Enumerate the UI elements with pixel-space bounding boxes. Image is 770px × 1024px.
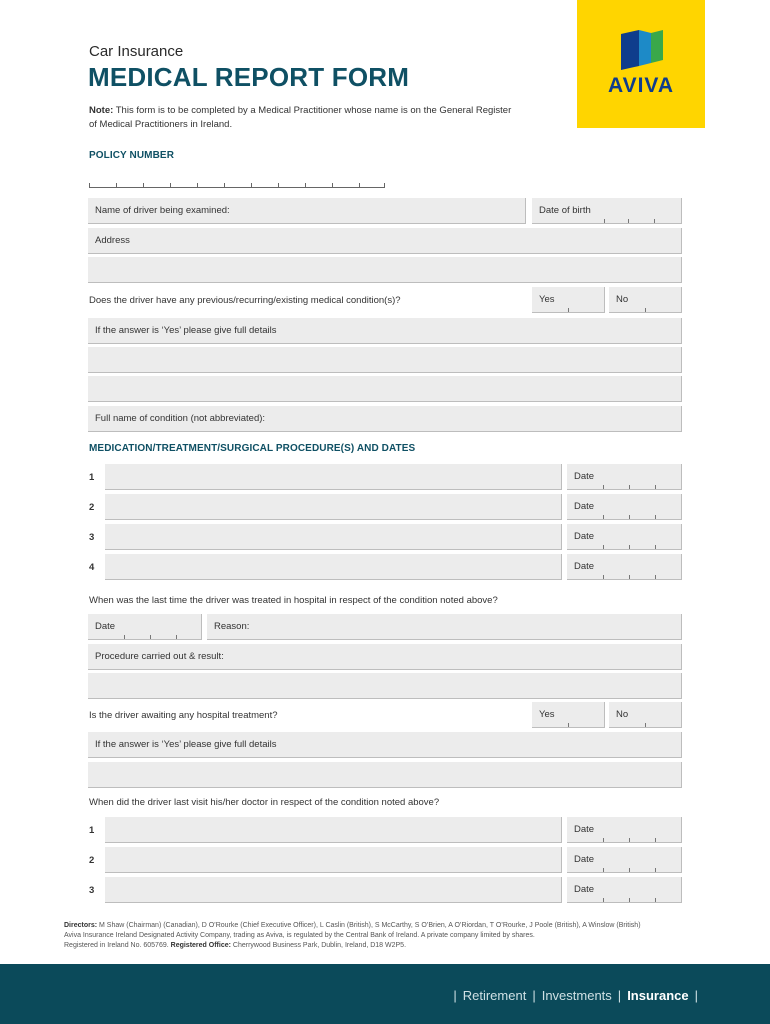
no-label: No — [616, 294, 629, 305]
med-row-number: 4 — [89, 562, 95, 573]
form-subtitle: Car Insurance — [89, 43, 184, 60]
product-nav: | Retirement | Investments | Insurance | — [453, 988, 698, 1003]
note-text: This form is to be completed by a Medical Practitioner whose name is on the General Register of Medical Practitioners in Ireland. — [89, 105, 512, 130]
procedure-line2[interactable] — [88, 673, 682, 699]
procedure-label: Procedure carried out & result: — [95, 651, 224, 662]
hospital-date-field[interactable] — [88, 614, 202, 640]
med-row-field[interactable] — [105, 554, 562, 580]
procedure-field[interactable] — [88, 644, 682, 670]
note-label: Note: — [89, 105, 114, 116]
date-label: Date — [574, 471, 595, 482]
logo-wordmark: AVIVA — [607, 74, 675, 97]
conditions-question: Does the driver have any previous/recurring/existing medical condition(s)? — [89, 295, 401, 306]
awaiting-question: Is the driver awaiting any hospital treatment? — [89, 710, 278, 721]
driver-name-field[interactable] — [88, 198, 526, 224]
doctor-row-field[interactable] — [105, 877, 562, 903]
doctor-row-number: 3 — [89, 885, 95, 896]
details-label: If the answer is ‘Yes’ please give full details — [95, 739, 277, 750]
dob-label: Date of birth — [539, 205, 591, 216]
directors-label: Directors: — [64, 922, 98, 929]
directors-text: M Shaw (Chairman) (Canadian), D O’Rourke (Chief Executive Officer), L Caslin (British), S McCarthy, S O’Brien, A O’Riordan, T O’Rourke, J Poole (British), A Winslow (British) — [99, 922, 641, 929]
doctor-question: When did the driver last visit his/her doctor in respect of the condition noted above? — [89, 797, 440, 808]
doctor-date-field[interactable] — [567, 817, 682, 843]
aviva-emblem-icon — [621, 30, 663, 70]
policy-number-heading: POLICY NUMBER — [89, 150, 175, 161]
yes-label: Yes — [539, 294, 555, 305]
doctor-date-field[interactable] — [567, 877, 682, 903]
form-note — [89, 104, 519, 132]
aviva-logo — [577, 0, 705, 128]
hospital-reason-field[interactable] — [207, 614, 682, 640]
driver-name-label: Name of driver being examined: — [95, 205, 230, 216]
doctor-date-field[interactable] — [567, 847, 682, 873]
regulation-text: Aviva Insurance Ireland Designated Activity Company, trading as Aviva, is regulated by the Central Bank of Ireland. A private company limited by shares. — [64, 932, 535, 939]
details-line3[interactable] — [88, 376, 682, 402]
legal-footer — [64, 921, 714, 951]
med-row-number: 1 — [89, 472, 95, 483]
office-label: Registered Office: — [170, 942, 231, 949]
med-row-number: 3 — [89, 532, 95, 543]
address-field[interactable] — [88, 228, 682, 254]
condition-name-field[interactable] — [88, 406, 682, 432]
med-date-field[interactable] — [567, 494, 682, 520]
doctor-row-number: 1 — [89, 825, 95, 836]
nav-retirement: Retirement — [462, 988, 527, 1003]
doctor-row-field[interactable] — [105, 847, 562, 873]
med-date-field[interactable] — [567, 524, 682, 550]
date-label: Date — [574, 561, 595, 572]
nav-investments: Investments — [541, 988, 612, 1003]
med-row-number: 2 — [89, 502, 95, 513]
med-row-field[interactable] — [105, 464, 562, 490]
details-line2[interactable] — [88, 347, 682, 373]
awaiting-details-field[interactable] — [88, 732, 682, 758]
med-row-field[interactable] — [105, 524, 562, 550]
nav-insurance: Insurance — [627, 988, 689, 1003]
yes-label: Yes — [539, 709, 555, 720]
date-label: Date — [574, 884, 595, 895]
hospital-date-label: Date — [95, 621, 116, 632]
doctor-row-field[interactable] — [105, 817, 562, 843]
date-label: Date — [574, 531, 595, 542]
details-label: If the answer is ‘Yes’ please give full details — [95, 325, 277, 336]
conditions-details-field[interactable] — [88, 318, 682, 344]
medication-heading: MEDICATION/TREATMENT/SURGICAL PROCEDURE(S) AND DATES — [89, 443, 416, 454]
awaiting-no-box[interactable] — [609, 702, 682, 728]
med-date-field[interactable] — [567, 554, 682, 580]
office-text: Cherrywood Business Park, Dublin, Ireland, D18 W2P5. — [232, 942, 407, 949]
conditions-no-box[interactable] — [609, 287, 682, 313]
condition-name-label: Full name of condition (not abbreviated): — [95, 413, 266, 424]
awaiting-yes-box[interactable] — [532, 702, 605, 728]
page-title: MEDICAL REPORT FORM — [88, 62, 410, 92]
med-row-field[interactable] — [105, 494, 562, 520]
conditions-yes-box[interactable] — [532, 287, 605, 313]
footer-band — [0, 964, 770, 1024]
hospital-question: When was the last time the driver was treated in hospital in respect of the condition noted above? — [89, 595, 498, 606]
date-label: Date — [574, 854, 595, 865]
registration-text: Registered in Ireland No. 605769. — [64, 942, 169, 949]
date-label: Date — [574, 501, 595, 512]
reason-label: Reason: — [214, 621, 250, 632]
no-label: No — [616, 709, 629, 720]
med-date-field[interactable] — [567, 464, 682, 490]
date-label: Date — [574, 824, 595, 835]
doctor-row-number: 2 — [89, 855, 95, 866]
address-field-line2[interactable] — [88, 257, 682, 283]
address-label: Address — [95, 235, 130, 246]
dob-field[interactable] — [532, 198, 682, 224]
awaiting-details-line2[interactable] — [88, 762, 682, 788]
policy-number-field[interactable] — [89, 179, 385, 188]
